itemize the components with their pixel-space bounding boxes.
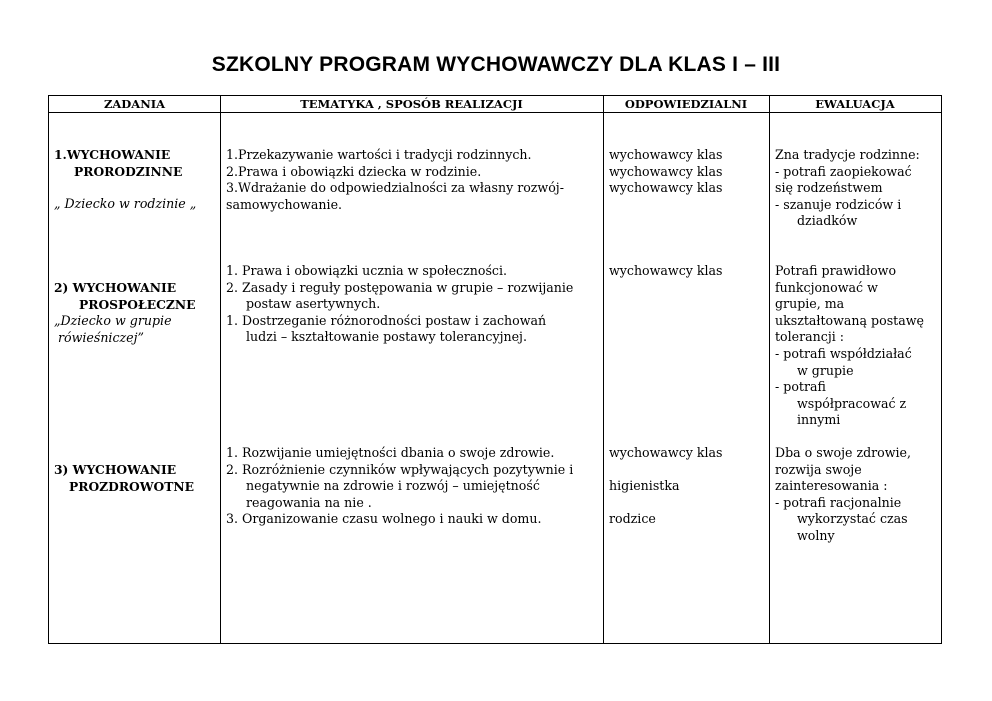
row2-motto: „Dziecko w grupie rówieśniczej” [54, 313, 172, 345]
row1-odpowiedzialni: wychowawcy klas wychowawcy klas wychowawcy klas [609, 147, 723, 196]
row1-tematyka: 1.Przekazywanie wartości i tradycji rodzinnych. 2.Prawa i obowiązki dziecka w rodzinie. 3.Wdrażanie do odpowiedzialności za własny rozwój- samowychowanie. [226, 147, 564, 212]
column-divider [220, 96, 221, 643]
header-odpowiedzialni: ODPOWIEDZIALNI [603, 96, 769, 113]
document-title: SZKOLNY PROGRAM WYCHOWAWCZY DLA KLAS I – III [211, 53, 781, 76]
row3-odpowiedzialni: wychowawcy klas higienistka rodzice [609, 445, 723, 527]
row1-motto: „ Dziecko w rodzinie „ [54, 196, 197, 211]
header-ewaluacja: EWALUACJA [769, 96, 941, 113]
column-divider [769, 96, 770, 643]
row2-tematyka: 1. Prawa i obowiązki ucznia w społeczności. 2. Zasady i reguły postępowania w grupie – rozwijanie postaw asertywnych. 1. Dostrzeganie różnorodności postaw i zachowań ludzi – kształtowanie postawy tolerancyjnej. [226, 263, 574, 345]
row3-tematyka: 1. Rozwijanie umiejętności dbania o swoje zdrowie. 2. Rozróżnienie czynników wpływających pozytywnie i negatywnie na zdrowie i rozwój – umiejętność reagowania na nie . 3. Organizowanie czasu wolnego i nauki w domu. [226, 445, 574, 527]
row1-ewaluacja: Zna tradycje rodzinne: - potrafi zaopiekować się rodzeństwem - szanuje rodziców i dziadków [775, 147, 920, 229]
header-zadania: ZADANIA [49, 96, 220, 113]
row3-ewaluacja: Dba o swoje zdrowie, rozwija swoje zainteresowania : - potrafi racjonalnie wykorzystać czas wolny [775, 445, 912, 543]
row2-zadanie: 2) WYCHOWANIE PROSPOŁECZNE [54, 280, 196, 312]
header-tematyka: TEMATYKA , SPOSÓB REALIZACJI [220, 96, 603, 113]
program-table [48, 95, 942, 644]
row2-odpowiedzialni: wychowawcy klas [609, 263, 723, 278]
row3-zadanie: 3) WYCHOWANIE PROZDROWOTNE [54, 462, 195, 494]
row1-zadanie: 1.WYCHOWANIE PRORODZINNE [54, 147, 183, 179]
row2-ewaluacja: Potrafi prawidłowo funkcjonować w grupie, ma ukształtowaną postawę tolerancji : - potrafi współdziałać w grupie - potrafi współpracować z innymi [775, 263, 924, 428]
column-divider [603, 96, 604, 643]
